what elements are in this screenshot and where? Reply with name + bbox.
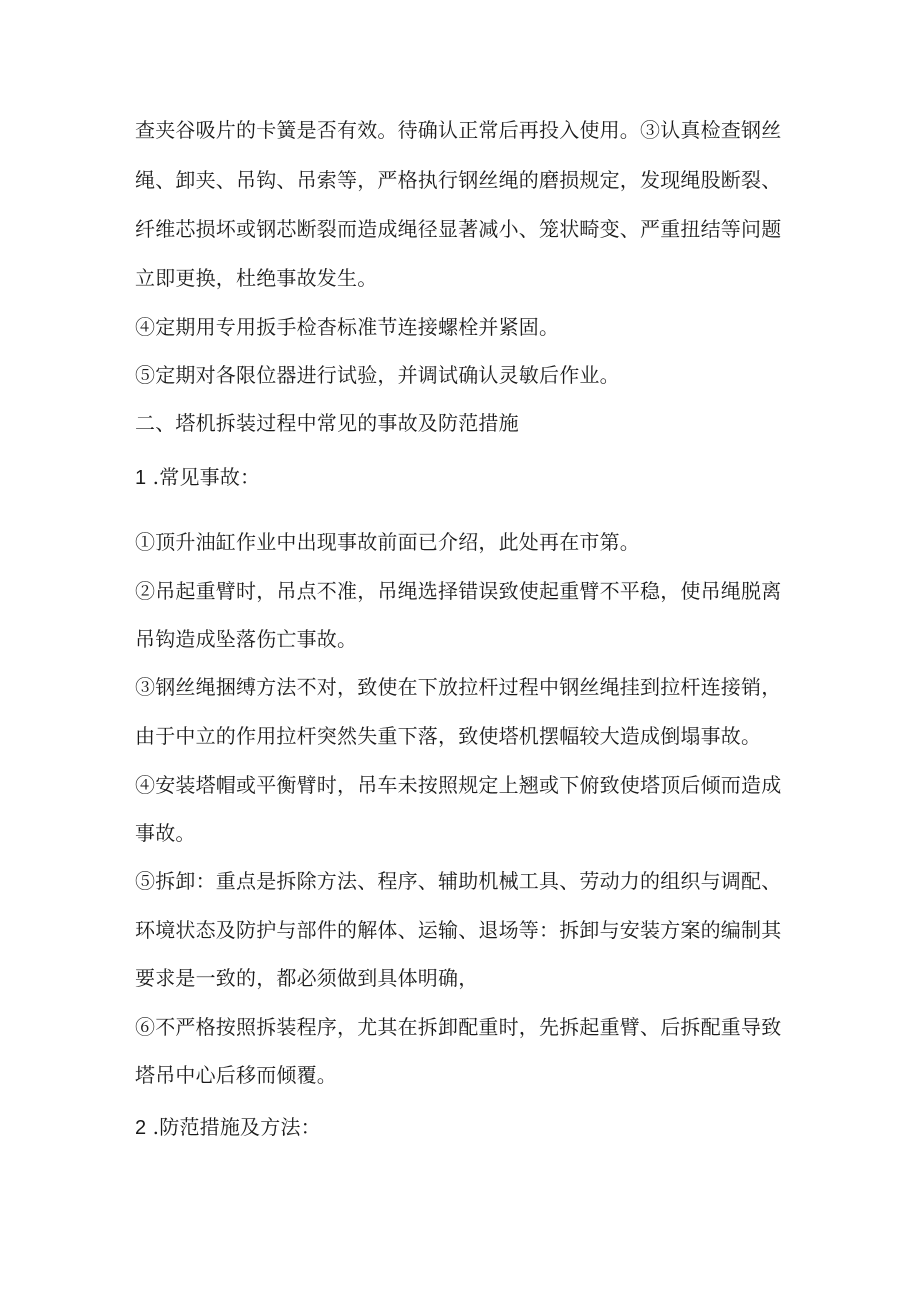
list-item: ⑤定期对各限位器进行试验，并调试确认灵敏后作业。: [135, 363, 620, 387]
paragraph-line: 塔吊中心后移而倾覆。: [135, 1063, 337, 1087]
list-item: ⑤拆卸：重点是拆除方法、程序、辅助机械工具、劳动力的组织与调配、: [135, 869, 782, 893]
heading-number: 2: [135, 1117, 147, 1139]
section-heading: 二、塔机拆装过程中常见的事故及防范措施: [135, 411, 519, 435]
paragraph-line: 由于中立的作用拉杆突然失重下落，致使塔机摆幅较大造成倒塌事故。: [135, 724, 762, 748]
list-item: ④定期用专用扳手检杳标准节连接螺栓并紧固。: [135, 315, 560, 339]
heading-text: .防范措施及方法：: [146, 1115, 321, 1139]
list-item: ②吊起重臂时，吊点不准，吊绳选择错误致使起重臂不平稳，使吊绳脱离: [135, 579, 782, 603]
list-item: ⑥不严格按照拆装程序，尤其在拆卸配重时，先拆起重臂、后拆配重导致: [135, 1015, 782, 1039]
heading-text: .常见事故：: [146, 465, 261, 489]
subsection-heading-1: [135, 463, 260, 492]
paragraph-line: 立即更换，杜绝事故发生。: [135, 266, 378, 290]
subsection-heading-2: [135, 1113, 321, 1142]
paragraph-line: 事故。: [135, 821, 196, 845]
list-item: ③钢丝绳捆缚方法不对，致使在下放拉杆过程中钢丝绳挂到拉杆连接销，: [135, 675, 782, 699]
list-item: ①顶升油缸作业中出现事故前面已介绍，此处再在市第。: [135, 530, 640, 554]
paragraph-line: 绳、卸夹、吊钩、吊索等，严格执行钢丝绳的磨损规定，发现绳股断裂、: [135, 168, 782, 192]
paragraph-line: 纤维芯损坏或钢芯断裂而造成绳径显著减小、笼状畸变、严重扭结等问题: [135, 217, 782, 241]
paragraph-line: 环境状态及防护与部件的解体、运输、退场等：拆卸与安装方案的编制其: [135, 918, 782, 942]
paragraph-line: 查夹谷吸片的卡簧是否有效。待确认正常后再投入使用。③认真检查钢丝: [135, 118, 782, 142]
heading-number: 1: [135, 467, 147, 489]
paragraph-line: 要求是一致的，都必须做到具体明确，: [135, 966, 479, 990]
paragraph-line: 吊钩造成坠落伤亡事故。: [135, 627, 358, 651]
list-item: ④安装塔帽或平衡臂时，吊车未按照规定上翘或下俯致使塔顶后倾而造成: [135, 773, 782, 797]
